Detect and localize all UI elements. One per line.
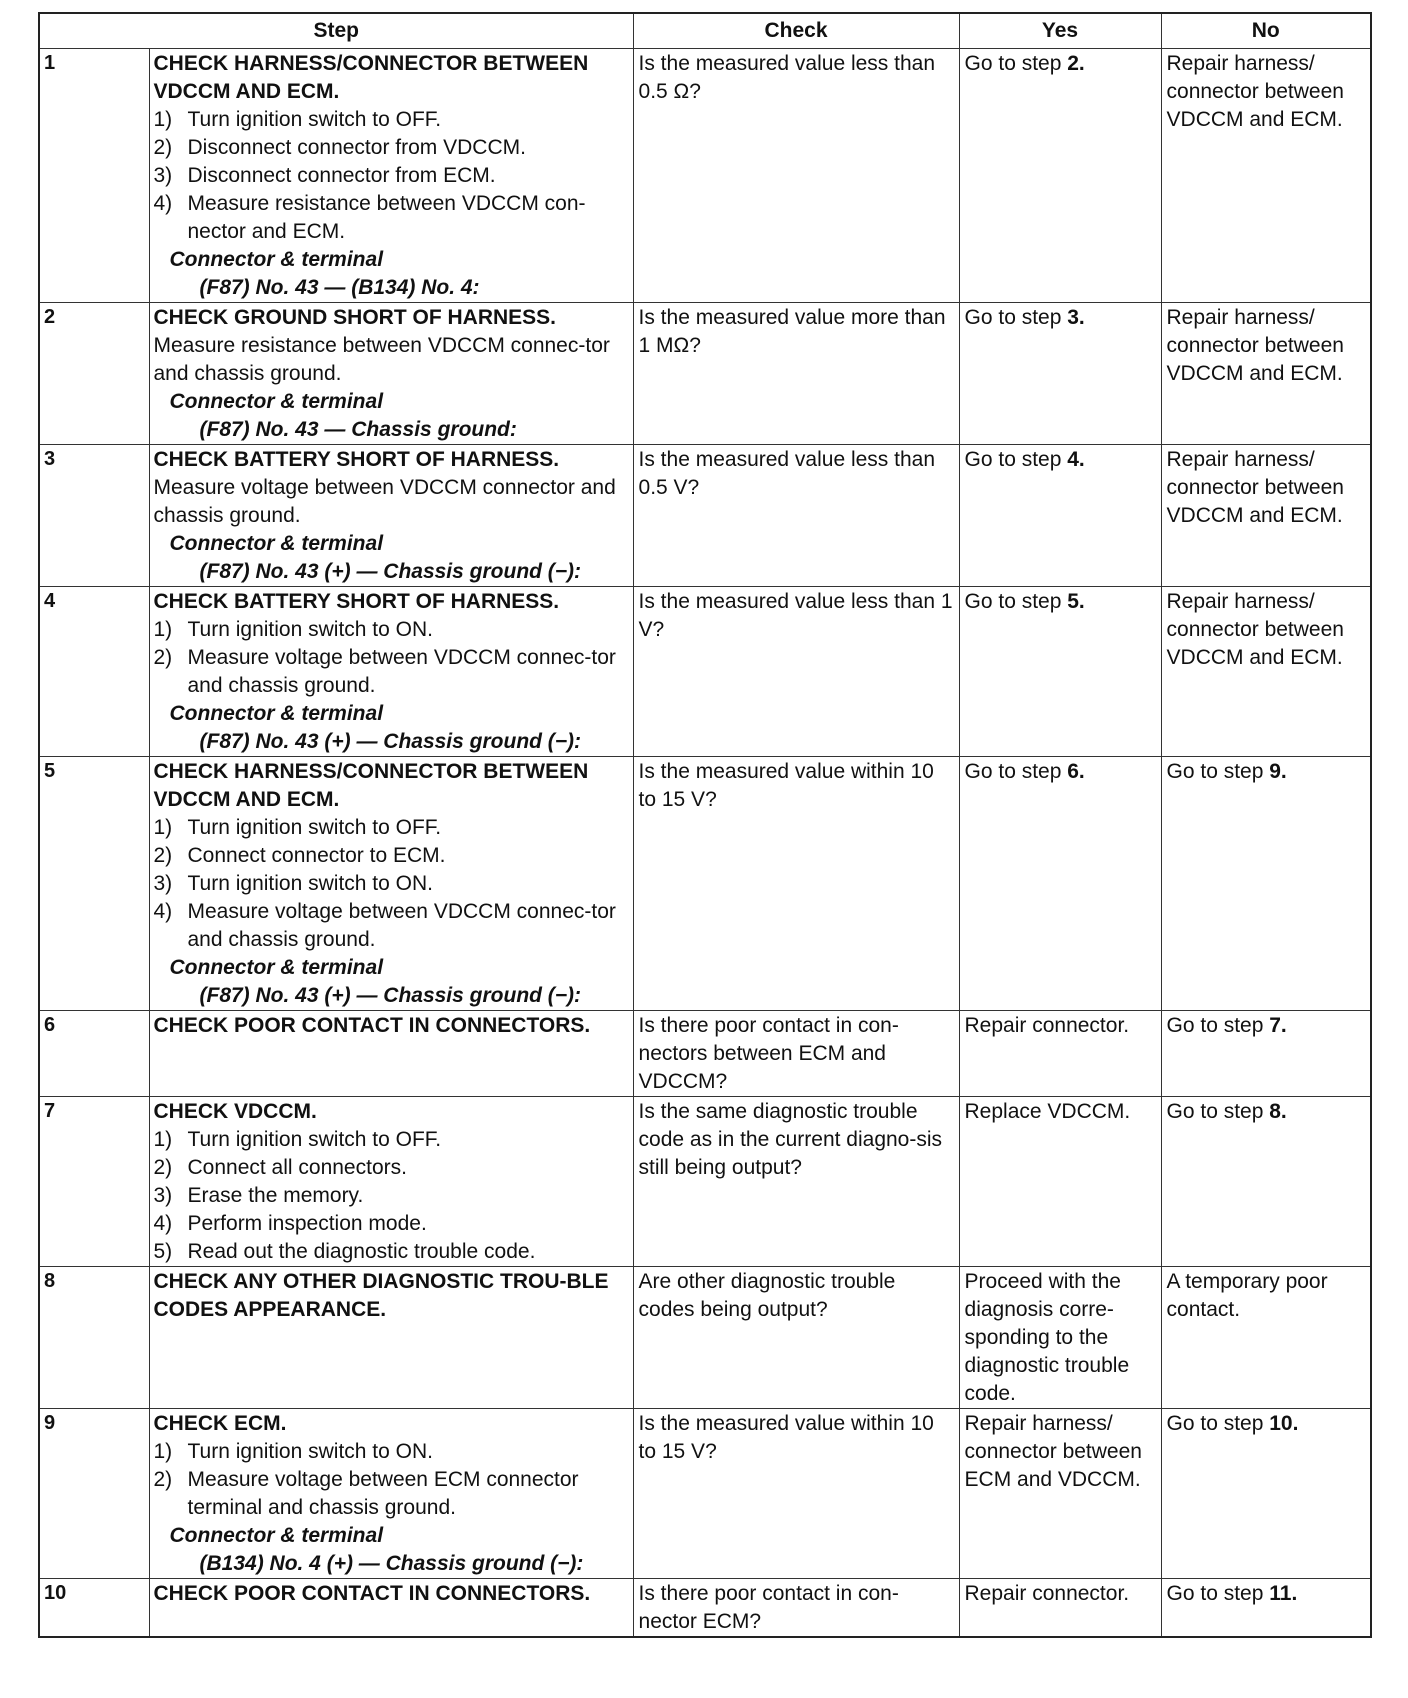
substep-list (154, 1126, 629, 1266)
substep-number: 4) (153, 192, 173, 215)
step-number: 8 (39, 1267, 149, 1409)
substep (154, 616, 629, 644)
step-description (149, 445, 633, 587)
step-description (149, 49, 633, 303)
no-action (1161, 49, 1371, 303)
step-description (149, 587, 633, 757)
yes-action (959, 1579, 1161, 1638)
substep (154, 1466, 629, 1522)
no-text: Repair harness/ connector between VDCCM and ECM. (1166, 448, 1344, 527)
step-instruction: Measure voltage between VDCCM connector and chassis ground. (153, 476, 616, 527)
substep-number: 2) (153, 646, 173, 669)
yes-text: Proceed with the diagnosis corre-sponding to the diagnostic trouble code. (964, 1270, 1130, 1405)
step-instruction: Measure resistance between VDCCM connec-tor and chassis ground. (153, 334, 610, 385)
diagnostic-table (38, 12, 1372, 1638)
substep (154, 134, 629, 162)
table-row (39, 757, 1371, 1011)
substep (154, 644, 629, 700)
connector-value: (F87) No. 43 (+) — Chassis ground (−): (199, 730, 582, 753)
step-title: CHECK BATTERY SHORT OF HARNESS. (153, 590, 560, 613)
yes-action (959, 445, 1161, 587)
step-title: CHECK BATTERY SHORT OF HARNESS. (153, 448, 560, 471)
header-row (39, 13, 1371, 49)
table-row (39, 1267, 1371, 1409)
substep-list (154, 106, 629, 246)
table-row (39, 587, 1371, 757)
step-description (149, 1011, 633, 1097)
substep-text: Turn ignition switch to OFF. (187, 816, 442, 839)
step-title: CHECK ECM. (153, 1412, 287, 1435)
substep-text: Disconnect connector from VDCCM. (187, 136, 526, 159)
yes-text: Repair connector. (964, 1582, 1130, 1605)
no-action (1161, 1267, 1371, 1409)
substep-list (154, 616, 629, 700)
connector-title: Connector & terminal (169, 956, 384, 979)
no-prefix: Go to step (1166, 760, 1270, 783)
step-number: 2 (39, 303, 149, 445)
table-row (39, 1409, 1371, 1579)
substep-text: Measure voltage between ECM connector terminal and chassis ground. (187, 1468, 579, 1519)
check-question: Is the measured value less than 0.5 V? (633, 445, 959, 587)
no-prefix: Go to step (1166, 1412, 1270, 1435)
step-description (149, 757, 633, 1011)
step-number: 9 (39, 1409, 149, 1579)
yes-text: Repair connector. (964, 1014, 1130, 1037)
yes-prefix: Go to step (964, 306, 1068, 329)
yes-action (959, 1409, 1161, 1579)
substep-text: Connect connector to ECM. (187, 844, 446, 867)
no-text: A temporary poor contact. (1166, 1270, 1328, 1321)
substep-number: 4) (153, 900, 173, 923)
substep-text: Read out the diagnostic trouble code. (187, 1240, 536, 1263)
step-description (149, 1579, 633, 1638)
substep (154, 1154, 629, 1182)
yes-prefix: Go to step (964, 52, 1068, 75)
substep-text: Turn ignition switch to ON. (187, 1440, 433, 1463)
connector-value: (F87) No. 43 — (B134) No. 4: (199, 276, 480, 299)
table-row (39, 1097, 1371, 1267)
yes-prefix: Go to step (964, 448, 1068, 471)
substep-number: 1) (153, 1440, 173, 1463)
step-title: CHECK POOR CONTACT IN CONNECTORS. (153, 1014, 591, 1037)
substep-number: 5) (153, 1240, 173, 1263)
yes-step-ref: 4. (1067, 448, 1085, 471)
substep-text: Erase the memory. (187, 1184, 364, 1207)
substep-text: Measure voltage between VDCCM connec-tor and chassis ground. (187, 900, 616, 951)
yes-step-ref: 3. (1067, 306, 1085, 329)
header-check: Check (633, 13, 959, 49)
table-row (39, 49, 1371, 303)
no-prefix: Go to step (1166, 1100, 1270, 1123)
substep-number: 2) (153, 1468, 173, 1491)
no-step-ref: 11. (1269, 1582, 1298, 1605)
table-row (39, 445, 1371, 587)
yes-action (959, 49, 1161, 303)
yes-text: Replace VDCCM. (964, 1100, 1131, 1123)
substep (154, 814, 629, 842)
no-text: Repair harness/ connector between VDCCM and ECM. (1166, 590, 1344, 669)
no-prefix: Go to step (1166, 1582, 1270, 1605)
connector-title: Connector & terminal (169, 702, 384, 725)
step-number: 5 (39, 757, 149, 1011)
substep-text: Turn ignition switch to OFF. (187, 1128, 442, 1151)
substep-list (154, 814, 629, 954)
step-number: 1 (39, 49, 149, 303)
header-step: Step (39, 13, 633, 49)
substep (154, 106, 629, 134)
step-title: CHECK POOR CONTACT IN CONNECTORS. (153, 1582, 591, 1605)
step-title: CHECK ANY OTHER DIAGNOSTIC TROU-BLE CODES APPEARANCE. (153, 1270, 609, 1321)
substep-text: Measure voltage between VDCCM connec-tor and chassis ground. (187, 646, 616, 697)
yes-prefix: Go to step (964, 590, 1068, 613)
substep-number: 3) (153, 872, 173, 895)
table-row (39, 303, 1371, 445)
substep-number: 1) (153, 1128, 173, 1151)
step-description (149, 1409, 633, 1579)
substep-list (154, 1438, 629, 1522)
substep-text: Turn ignition switch to OFF. (187, 108, 442, 131)
no-action (1161, 445, 1371, 587)
substep (154, 898, 629, 954)
connector-value: (F87) No. 43 (+) — Chassis ground (−): (199, 984, 582, 1007)
substep (154, 870, 629, 898)
substep-number: 3) (153, 164, 173, 187)
step-description (149, 303, 633, 445)
connector-value: (F87) No. 43 (+) — Chassis ground (−): (199, 560, 582, 583)
step-description (149, 1097, 633, 1267)
substep-text: Turn ignition switch to ON. (187, 872, 433, 895)
no-text: Repair harness/ connector between VDCCM and ECM. (1166, 52, 1344, 131)
yes-action (959, 757, 1161, 1011)
yes-action (959, 1267, 1161, 1409)
check-question: Is the measured value more than 1 MΩ? (633, 303, 959, 445)
substep (154, 1126, 629, 1154)
substep (154, 1438, 629, 1466)
substep-text: Measure resistance between VDCCM con-nector and ECM. (187, 192, 586, 243)
check-question: Is the measured value less than 1 V? (633, 587, 959, 757)
check-question: Are other diagnostic trouble codes being output? (633, 1267, 959, 1409)
substep (154, 1182, 629, 1210)
substep-number: 2) (153, 844, 173, 867)
step-number: 10 (39, 1579, 149, 1638)
yes-text: Repair harness/ connector between ECM and VDCCM. (964, 1412, 1142, 1491)
step-number: 3 (39, 445, 149, 587)
substep (154, 1238, 629, 1266)
substep-number: 1) (153, 816, 173, 839)
check-question: Is the same diagnostic trouble code as in the current diagno-sis still being output? (633, 1097, 959, 1267)
connector-title: Connector & terminal (169, 1524, 384, 1547)
substep-number: 1) (153, 108, 173, 131)
check-question: Is there poor contact in con-nectors between ECM and VDCCM? (633, 1011, 959, 1097)
step-number: 6 (39, 1011, 149, 1097)
substep-number: 1) (153, 618, 173, 641)
step-description (149, 1267, 633, 1409)
yes-action (959, 587, 1161, 757)
no-action (1161, 303, 1371, 445)
connector-title: Connector & terminal (169, 390, 384, 413)
yes-step-ref: 2. (1067, 52, 1085, 75)
yes-step-ref: 6. (1067, 760, 1085, 783)
substep-text: Connect all connectors. (187, 1156, 407, 1179)
connector-title: Connector & terminal (169, 532, 384, 555)
yes-action (959, 1097, 1161, 1267)
substep-number: 2) (153, 136, 173, 159)
connector-title: Connector & terminal (169, 248, 384, 271)
yes-prefix: Go to step (964, 760, 1068, 783)
step-title: CHECK VDCCM. (153, 1100, 317, 1123)
connector-value: (F87) No. 43 — Chassis ground: (199, 418, 517, 441)
step-title: CHECK GROUND SHORT OF HARNESS. (153, 306, 557, 329)
no-action (1161, 1097, 1371, 1267)
substep-text: Perform inspection mode. (187, 1212, 427, 1235)
header-no: No (1161, 13, 1371, 49)
table-row (39, 1579, 1371, 1638)
no-step-ref: 10. (1269, 1412, 1299, 1435)
no-action (1161, 757, 1371, 1011)
no-step-ref: 8. (1269, 1100, 1287, 1123)
no-action (1161, 1011, 1371, 1097)
substep-text: Disconnect connector from ECM. (187, 164, 496, 187)
check-question: Is there poor contact in con-nector ECM? (633, 1579, 959, 1638)
no-action (1161, 1579, 1371, 1638)
substep-number: 3) (153, 1184, 173, 1207)
check-question: Is the measured value less than 0.5 Ω? (633, 49, 959, 303)
step-number: 4 (39, 587, 149, 757)
substep-number: 2) (153, 1156, 173, 1179)
table-row (39, 1011, 1371, 1097)
connector-value: (B134) No. 4 (+) — Chassis ground (−): (199, 1552, 584, 1575)
no-action (1161, 1409, 1371, 1579)
check-question: Is the measured value within 10 to 15 V? (633, 1409, 959, 1579)
substep (154, 842, 629, 870)
no-text: Repair harness/ connector between VDCCM and ECM. (1166, 306, 1344, 385)
header-yes: Yes (959, 13, 1161, 49)
step-title: CHECK HARNESS/CONNECTOR BETWEEN VDCCM AND ECM. (153, 760, 589, 811)
yes-step-ref: 5. (1067, 590, 1085, 613)
substep (154, 1210, 629, 1238)
no-prefix: Go to step (1166, 1014, 1270, 1037)
no-step-ref: 7. (1269, 1014, 1287, 1037)
substep-text: Turn ignition switch to ON. (187, 618, 433, 641)
check-question: Is the measured value within 10 to 15 V? (633, 757, 959, 1011)
yes-action (959, 303, 1161, 445)
step-title: CHECK HARNESS/CONNECTOR BETWEEN VDCCM AND ECM. (153, 52, 589, 103)
substep (154, 190, 629, 246)
substep (154, 162, 629, 190)
step-number: 7 (39, 1097, 149, 1267)
no-action (1161, 587, 1371, 757)
no-step-ref: 9. (1269, 760, 1287, 783)
yes-action (959, 1011, 1161, 1097)
substep-number: 4) (153, 1212, 173, 1235)
